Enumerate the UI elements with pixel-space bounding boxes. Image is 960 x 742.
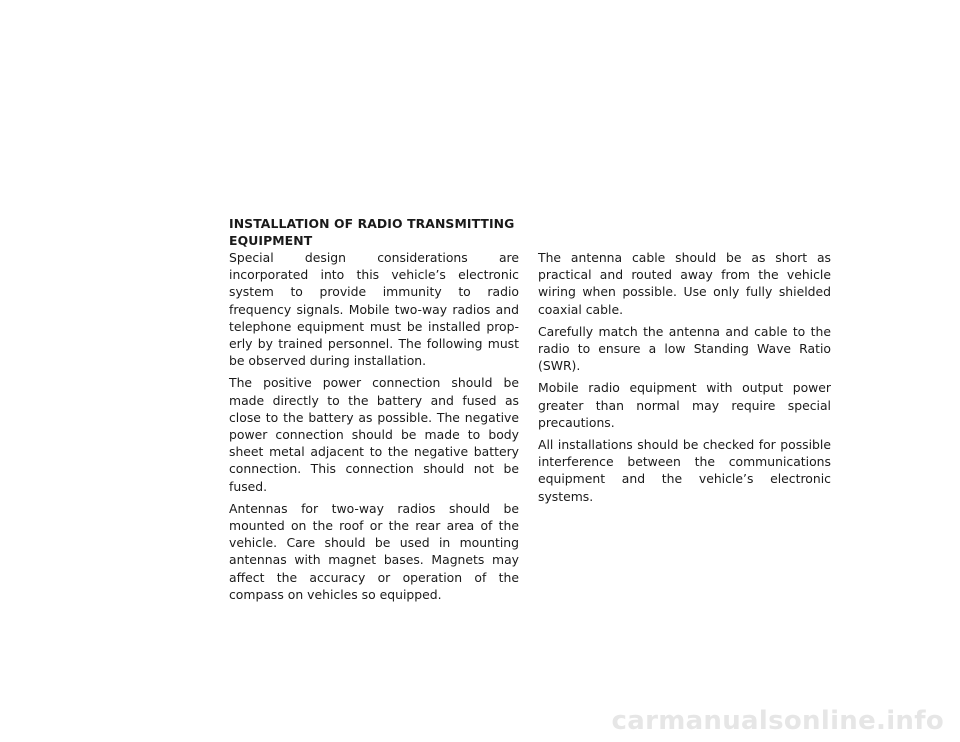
paragraph-output-power: Mobile radio equipment with output power greater than normal may require special precautions. [538, 380, 831, 430]
watermark: carmanualsonline.info [611, 706, 944, 736]
paragraph-interference: All installations should be checked for possible interference between the communications equipment and the vehicle’s electronic systems. [538, 437, 831, 504]
paragraph-antenna-cable: The antenna cable should be as short as practical and routed away from the vehicle wiring when possible. Use only fully shielded coaxial cable. [538, 250, 831, 317]
left-column [229, 215, 519, 608]
paragraph-antenna-mounting: Antennas for two-way radios should be mounted on the roof or the rear area of the vehicle. Care should be used in mounting antennas with magnet bases. Magnets may affect the accuracy or operation of the compass on vehicles so equipped. [229, 500, 519, 602]
paragraph-immunity: Special design considerations are incorporated into this vehicle’s electronic system to provide immunity to radio frequency signals. Mobile two-way radios and telephone equipment must be installed properly by trained personnel. The following must be observed during installation. [229, 250, 519, 369]
section-heading [229, 215, 519, 249]
paragraph-swr: Carefully match the antenna and cable to the radio to ensure a low Standing Wave Ratio (SWR). [538, 323, 831, 374]
right-column [538, 249, 831, 510]
paragraph-power-connection: The positive power connection should be made directly to the battery and fused as close to the battery as possible. The negative power connection should be made to body sheet metal adjacent to the negative battery connection. This connection should not be fused. [229, 375, 519, 494]
section-heading-line-2: EQUIPMENT [229, 233, 313, 248]
section-heading-line-1: INSTALLATION OF RADIO TRANSMITTING [229, 216, 515, 231]
